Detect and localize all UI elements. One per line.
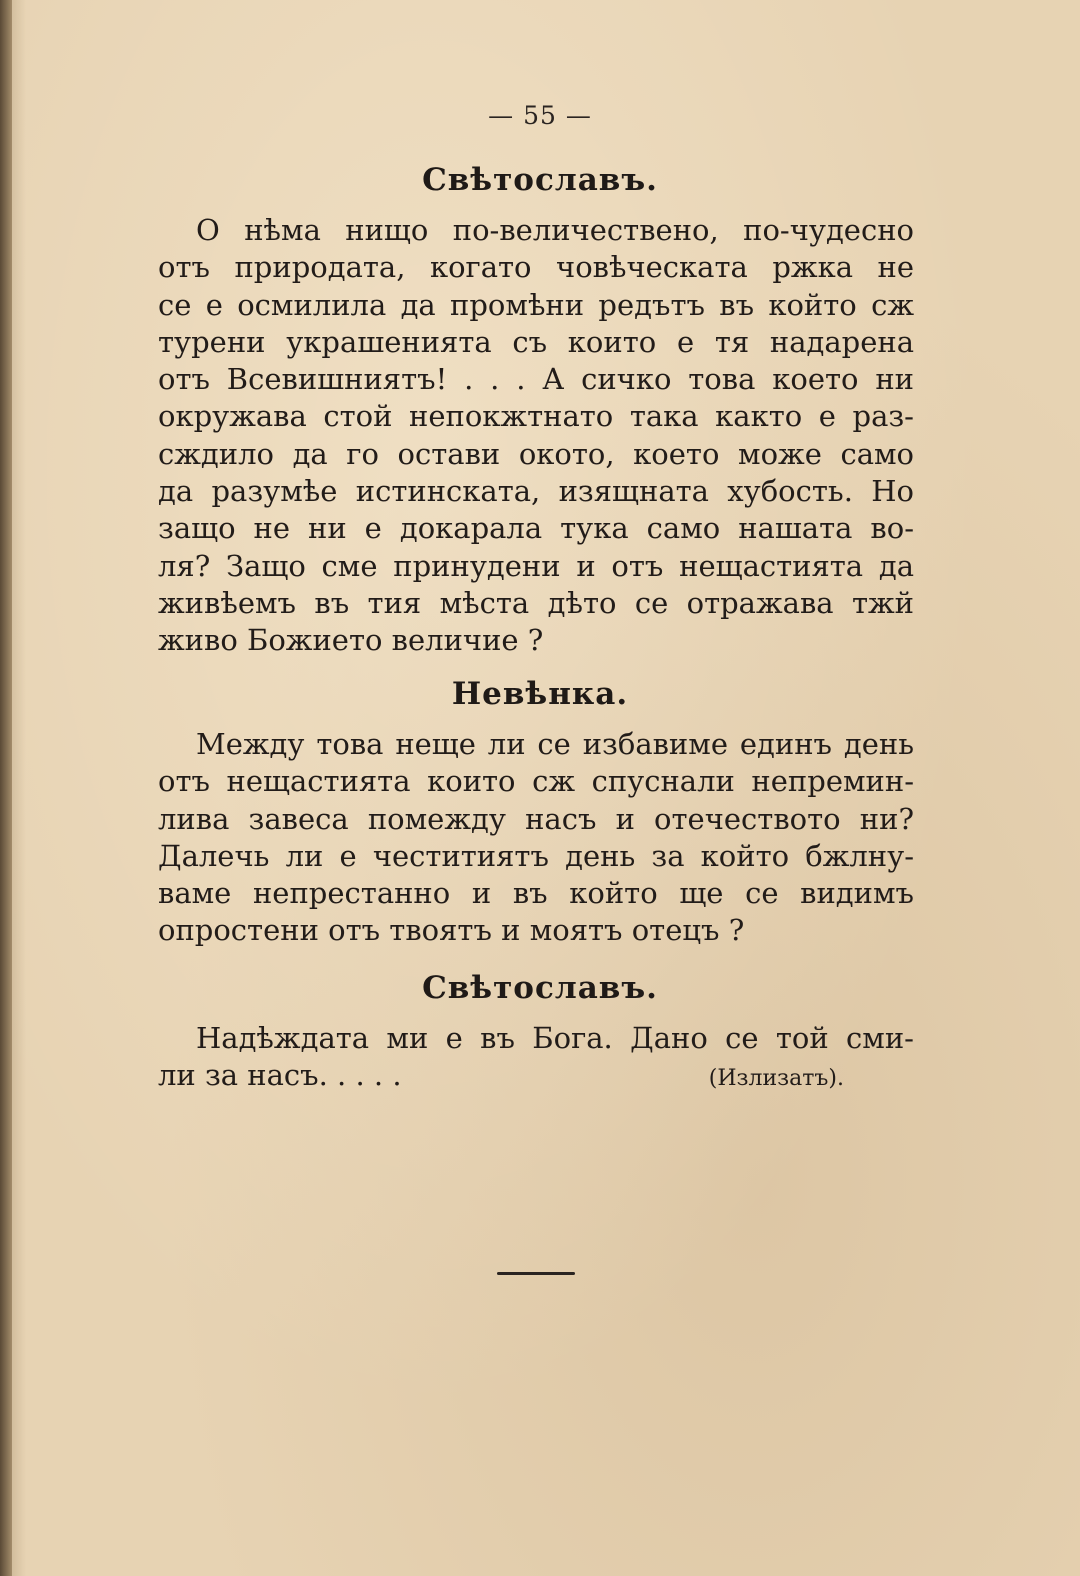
text-line: лива завеса помежду насъ и отечеството ни? [158, 801, 914, 836]
text-line: Между това неще ли се избавиме единъ день [196, 727, 914, 761]
text-line: да разумѣе истинската, изящната хубость. Но [158, 474, 914, 509]
text-line: ля? Защо сме принудени и отъ нещастията да [158, 548, 914, 583]
text-line: сждило да го остави окото, което може само [158, 436, 914, 471]
speaker-name: Невѣнка. [451, 676, 629, 712]
speaker-name: Свѣтославъ. [422, 162, 658, 198]
speech-paragraph [158, 212, 914, 660]
stage-direction: (Излизатъ). [708, 1066, 844, 1092]
speaker-name: Свѣтославъ. [422, 970, 658, 1006]
page-number: — 55 — [488, 101, 592, 130]
text-line: Надѣждата ми е въ Бога. Дано се той сми- [196, 1021, 914, 1055]
text-line: защо не ни е докарала тука само нашата во- [158, 511, 914, 546]
text-line: живо Божието величие ? [158, 623, 544, 658]
text-line: турени украшенията съ които е тя надарена [158, 324, 914, 359]
text-line: се е осмилила да промѣни редътъ въ който сж [158, 287, 914, 322]
text-line: отъ природата, когато човѣческата ржка не [158, 250, 914, 285]
text-line: О нѣма нищо по-величествено, по-чудесно [196, 213, 914, 247]
text-line: Далечь ли е честитиятъ день за който бжлну- [158, 838, 914, 873]
text-line: живѣемъ въ тия мѣста дѣто се отражава тжй [158, 585, 914, 620]
text-line: опростени отъ твоятъ и моятъ отецъ ? [158, 913, 745, 948]
page-binding-edge [0, 0, 12, 1576]
text-line: отъ нещастията които сж спуснали непремин- [158, 764, 914, 799]
speech-paragraph [158, 1020, 914, 1098]
text-line: ваме непрестанно и въ който ще се видимъ [158, 876, 914, 911]
text-line: отъ Всевишниятъ! . . . А сичко това което ни [158, 362, 914, 397]
text-line-end: ли за насъ. . . . . [158, 1058, 402, 1093]
text-line: окружава стой непокжтнато така както е раз- [158, 399, 914, 434]
end-ornament-rule [497, 1272, 575, 1275]
speech-paragraph [158, 726, 914, 950]
text-line [158, 1057, 844, 1097]
